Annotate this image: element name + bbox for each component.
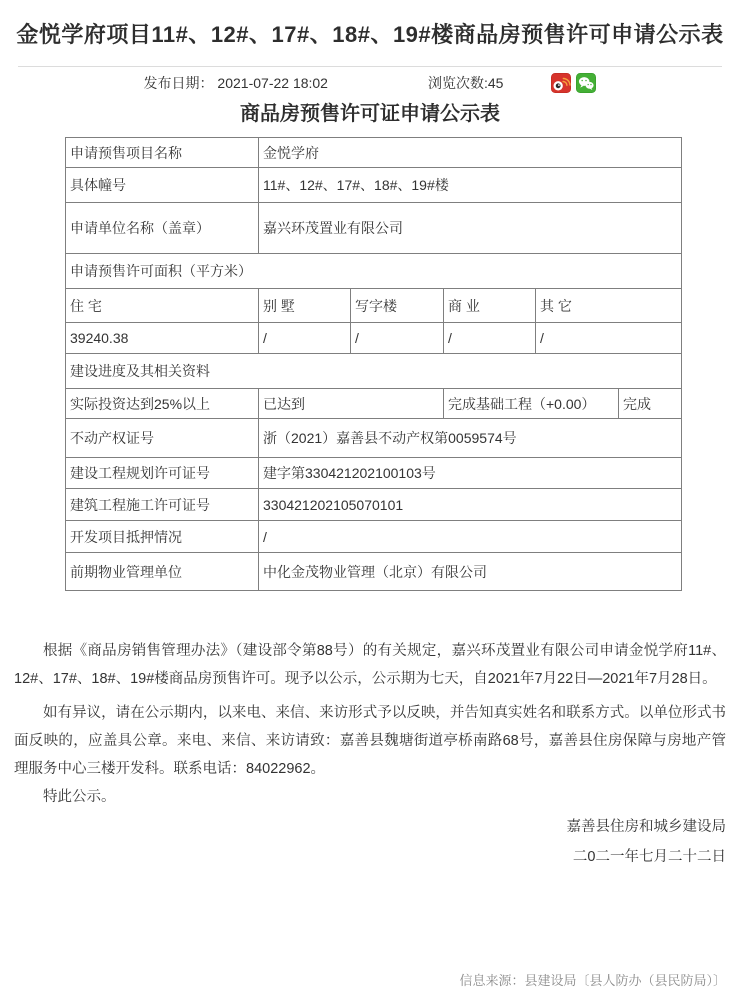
view-count: 浏览次数:45 — [427, 75, 504, 91]
table-cell: 11#、12#、17#、18#、19#楼 — [259, 168, 682, 203]
table-cell: 金悦学府 — [259, 138, 682, 168]
page-title: 金悦学府项目11#、12#、17#、18#、19#楼商品房预售许可申请公示表 — [16, 22, 724, 47]
presale-permit-table — [65, 137, 682, 591]
table-row — [66, 323, 682, 354]
table-cell: 浙（2021）嘉善县不动产权第0059574号 — [259, 419, 682, 458]
table-cell: 其 它 — [536, 289, 682, 323]
table-cell: 具体幢号 — [66, 168, 259, 203]
table-row — [66, 521, 682, 553]
table-cell: 不动产权证号 — [66, 419, 259, 458]
table-cell: / — [444, 323, 536, 354]
table-cell: 建设工程规划许可证号 — [66, 458, 259, 489]
table-row — [66, 419, 682, 458]
table-cell: 前期物业管理单位 — [66, 553, 259, 591]
meta-row — [14, 69, 726, 97]
table-cell: 完成基础工程（+0.00） — [444, 389, 619, 419]
wechat-share-icon[interactable] — [576, 73, 596, 93]
table-cell: / — [259, 521, 682, 553]
signature-date: 二0二一年七月二十二日 — [572, 849, 726, 865]
table-cell: 申请预售许可面积（平方米） — [66, 254, 682, 289]
table-row — [66, 168, 682, 203]
table-cell: 已达到 — [259, 389, 444, 419]
table-cell: 写字楼 — [351, 289, 444, 323]
table-cell: 建字第330421202100103号 — [259, 458, 682, 489]
table-cell: 建筑工程施工许可证号 — [66, 489, 259, 521]
signature-organization: 嘉善县住房和城乡建设局 — [566, 819, 726, 835]
table-title: 商品房预售许可证申请公示表 — [240, 103, 500, 125]
table-cell: / — [259, 323, 351, 354]
table-cell: 商 业 — [444, 289, 536, 323]
table-cell: 住 宅 — [66, 289, 259, 323]
table-cell: 申请预售项目名称 — [66, 138, 259, 168]
share-buttons — [551, 73, 596, 93]
table-cell: 开发项目抵押情况 — [66, 521, 259, 553]
table-row — [66, 389, 682, 419]
table-row — [66, 289, 682, 323]
info-source: 信息来源：县建设局〔县人防办（县民防局）〕 — [459, 973, 726, 988]
header-divider — [18, 66, 722, 67]
announcement-paragraph-1: 根据《商品房销售管理办法》（建设部令第88号）的有关规定，嘉兴环茂置业有限公司申请金悦学府11#、12#、17#、18#、19#楼商品房预售许可。现予以公示，公示期为七天，自2021年7月22日—2021年7月28日。 — [14, 643, 726, 687]
table-cell: 申请单位名称（盖章） — [66, 203, 259, 254]
table-cell: 实际投资达到25%以上 — [66, 389, 259, 419]
table-cell: 完成 — [619, 389, 682, 419]
announcement-paragraph-3: 特此公示。 — [43, 789, 116, 805]
table-cell: 嘉兴环茂置业有限公司 — [259, 203, 682, 254]
table-cell: / — [351, 323, 444, 354]
table-row — [66, 254, 682, 289]
announcement-paragraph-2: 如有异议，请在公示期内，以来电、来信、来访形式予以反映，并告知真实姓名和联系方式。以单位形式书面反映的，应盖具公章。来电、来信、来访请致：嘉善县魏塘街道亭桥南路68号，嘉善县住房保障与房地产管理服务中心三楼开发科。联系电话：84022962。 — [14, 705, 726, 777]
table-row — [66, 553, 682, 591]
weibo-share-icon[interactable] — [551, 73, 571, 93]
table-row — [66, 138, 682, 168]
table-cell: 39240.38 — [66, 323, 259, 354]
table-cell: / — [536, 323, 682, 354]
announcement-page — [0, 12, 740, 871]
table-row — [66, 354, 682, 389]
table-row — [66, 203, 682, 254]
table-row — [66, 489, 682, 521]
publish-date: 发布日期： 2021-07-22 18:02 — [143, 75, 328, 91]
table-cell: 别 墅 — [259, 289, 351, 323]
table-row — [66, 458, 682, 489]
table-cell: 330421202105070101 — [259, 489, 682, 521]
table-cell: 建设进度及其相关资料 — [66, 354, 682, 389]
table-cell: 中化金茂物业管理（北京）有限公司 — [259, 553, 682, 591]
